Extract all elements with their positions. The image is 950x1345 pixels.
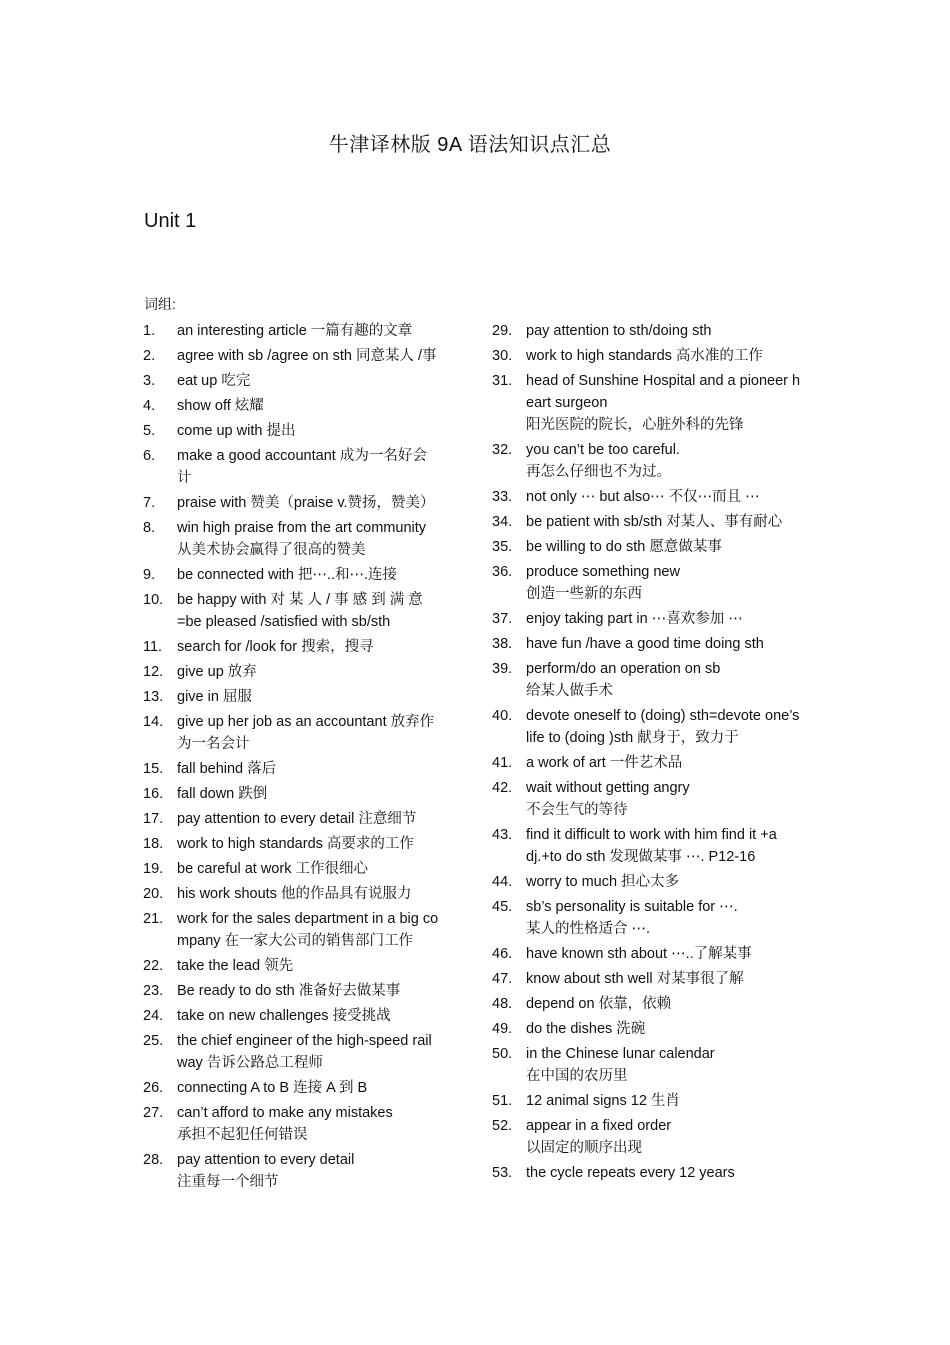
phrase-text: be connected with 把⋯..和⋯.连接 [177, 567, 397, 583]
phrase-item [492, 943, 837, 965]
phrase-text: fall down 跌倒 [177, 786, 268, 802]
phrase-text: 以固定的顺序出现 [526, 1140, 642, 1156]
phrase-item [143, 636, 473, 658]
phrase-item [143, 908, 473, 952]
phrase-text: 在中国的农历里 [526, 1068, 628, 1084]
phrase-number: 46. [492, 946, 513, 962]
phrase-number: 48. [492, 996, 513, 1012]
phrase-number: 35. [492, 539, 513, 555]
phrase-number: 29. [492, 323, 513, 339]
left-column [143, 320, 473, 1196]
unit-heading: Unit 1 [144, 210, 197, 232]
section-label: 词组: [144, 296, 176, 312]
phrase-text: pay attention to sth/doing sth [526, 323, 712, 339]
phrase-number: 43. [492, 827, 513, 843]
phrase-text: do the dishes 洗碗 [526, 1021, 646, 1037]
phrase-text: 再怎么仔细也不为过。 [526, 464, 671, 480]
phrase-text: his work shouts 他的作品具有说服力 [177, 886, 412, 902]
phrase-text: worry to much 担心太多 [526, 874, 680, 890]
phrase-number: 2. [143, 348, 156, 364]
phrase-number: 3. [143, 373, 156, 389]
phrase-text: =be pleased /satisfied with sb/sth [177, 614, 391, 630]
phrase-item [143, 980, 473, 1002]
phrase-text: come up with 提出 [177, 423, 296, 439]
phrase-text: give up her job as an accountant 放弃作 [177, 714, 435, 730]
phrase-item [492, 752, 837, 774]
phrase-number: 22. [143, 958, 164, 974]
phrase-text: head of Sunshine Hospital and a pioneer h [526, 373, 801, 389]
phrase-number: 32. [492, 442, 513, 458]
phrase-text: 不会生气的等待 [526, 802, 628, 818]
phrase-item [143, 345, 473, 367]
phrase-item [492, 486, 837, 508]
phrase-item [492, 1115, 837, 1159]
phrase-number: 34. [492, 514, 513, 530]
phrase-item [492, 1090, 837, 1112]
phrase-item [492, 896, 837, 940]
phrase-text: eart surgeon [526, 395, 608, 411]
phrase-item [492, 536, 837, 558]
phrase-item [143, 661, 473, 683]
phrase-text: way 告诉公路总工程师 [177, 1055, 323, 1071]
phrase-text: show off 炫耀 [177, 398, 264, 414]
phrase-item [143, 420, 473, 442]
phrase-item [143, 564, 473, 586]
phrase-item [492, 511, 837, 533]
phrase-item [492, 608, 837, 630]
phrase-number: 38. [492, 636, 513, 652]
phrase-number: 37. [492, 611, 513, 627]
phrase-text: take the lead 领先 [177, 958, 294, 974]
phrase-number: 44. [492, 874, 513, 890]
phrase-number: 52. [492, 1118, 513, 1134]
phrase-number: 11. [143, 639, 163, 655]
phrase-number: 14. [143, 714, 164, 730]
phrase-number: 24. [143, 1008, 164, 1024]
phrase-item [143, 445, 473, 489]
phrase-item [492, 345, 837, 367]
phrase-text: the cycle repeats every 12 years [526, 1165, 735, 1181]
phrase-item [143, 858, 473, 880]
phrase-text: eat up 吃完 [177, 373, 251, 389]
phrase-text: 注重每一个细节 [177, 1174, 279, 1190]
phrase-number: 7. [143, 495, 156, 511]
phrase-text: find it difficult to work with him find it +a [526, 827, 777, 843]
phrase-item [492, 561, 837, 605]
phrase-item [492, 871, 837, 893]
phrase-number: 53. [492, 1165, 513, 1181]
phrase-item [492, 1043, 837, 1087]
phrase-text: work to high standards 高水准的工作 [526, 348, 763, 364]
phrase-text: give up 放弃 [177, 664, 257, 680]
phrase-text: pay attention to every detail 注意细节 [177, 811, 417, 827]
phrase-number: 15. [143, 761, 164, 777]
phrase-text: 12 animal signs 12 生肖 [526, 1093, 680, 1109]
phrase-text: praise with 赞美（praise v.赞扬，赞美） [177, 495, 435, 511]
phrase-text: devote oneself to (doing) sth=devote one’s [526, 708, 800, 724]
phrase-number: 13. [143, 689, 164, 705]
phrase-number: 47. [492, 971, 513, 987]
phrase-number: 39. [492, 661, 513, 677]
phrase-text: work to high standards 高要求的工作 [177, 836, 414, 852]
phrase-text: be careful at work 工作很细心 [177, 861, 368, 877]
phrase-number: 42. [492, 780, 513, 796]
phrase-number: 6. [143, 448, 156, 464]
phrase-text: pay attention to every detail [177, 1152, 355, 1168]
phrase-text: can’t afford to make any mistakes [177, 1105, 393, 1121]
phrase-item [143, 1102, 473, 1146]
phrase-text: depend on 依靠，依赖 [526, 996, 672, 1012]
phrase-text: produce something new [526, 564, 680, 580]
phrase-number: 21. [143, 911, 164, 927]
phrase-item [143, 833, 473, 855]
phrase-number: 41. [492, 755, 513, 771]
phrase-item [492, 968, 837, 990]
phrase-text: 创造一些新的东西 [526, 586, 642, 602]
phrase-text: be happy with 对 某 人 / 事 感 到 满 意 [177, 592, 423, 608]
phrase-item [143, 883, 473, 905]
phrase-text: Be ready to do sth 准备好去做某事 [177, 983, 401, 999]
phrase-number: 36. [492, 564, 513, 580]
phrase-text: be patient with sb/sth 对某人、事有耐心 [526, 514, 783, 530]
phrase-number: 28. [143, 1152, 164, 1168]
phrase-item [492, 370, 837, 436]
phrase-text: in the Chinese lunar calendar [526, 1046, 715, 1062]
phrase-number: 25. [143, 1033, 164, 1049]
phrase-number: 1. [143, 323, 156, 339]
phrase-text: wait without getting angry [526, 780, 690, 796]
phrase-text: work for the sales department in a big co [177, 911, 439, 927]
phrase-text: life to (doing )sth 献身于，致力于 [526, 730, 739, 746]
phrase-text: 计 [177, 470, 192, 486]
phrase-item [492, 320, 837, 342]
phrase-item [492, 633, 837, 655]
phrase-number: 31. [492, 373, 513, 389]
phrase-text: sb’s personality is suitable for ⋯. [526, 899, 738, 915]
phrase-item [492, 777, 837, 821]
phrase-item [492, 993, 837, 1015]
phrase-item [143, 589, 473, 633]
phrase-number: 45. [492, 899, 513, 915]
phrase-item [143, 758, 473, 780]
phrase-item [492, 439, 837, 483]
phrase-text: know about sth well 对某事很了解 [526, 971, 744, 987]
phrase-number: 9. [143, 567, 156, 583]
phrase-number: 50. [492, 1046, 513, 1062]
phrase-item [143, 395, 473, 417]
phrase-item [492, 1162, 837, 1184]
phrase-text: give in 屈服 [177, 689, 252, 705]
phrase-item [492, 824, 837, 868]
phrase-number: 27. [143, 1105, 164, 1121]
phrase-text: a work of art 一件艺术品 [526, 755, 683, 771]
phrase-text: the chief engineer of the high-speed rail [177, 1033, 432, 1049]
phrase-text: appear in a fixed order [526, 1118, 672, 1134]
phrase-item [492, 658, 837, 702]
phrase-text: agree with sb /agree on sth 同意某人 /事 [177, 348, 437, 364]
phrase-text: perform/do an operation on sb [526, 661, 721, 677]
phrase-text: 承担不起犯任何错误 [177, 1127, 308, 1143]
phrase-item [492, 1018, 837, 1040]
phrase-text: 为一名会计 [177, 736, 250, 752]
phrase-text: 给某人做手术 [526, 683, 613, 699]
phrase-number: 5. [143, 423, 156, 439]
phrase-item [143, 492, 473, 514]
phrase-item [143, 370, 473, 392]
phrase-text: fall behind 落后 [177, 761, 277, 777]
phrase-number: 40. [492, 708, 513, 724]
phrase-item [143, 808, 473, 830]
phrase-text: dj.+to do sth 发现做某事 ⋯. P12-16 [526, 849, 756, 865]
phrase-item [143, 686, 473, 708]
phrase-number: 19. [143, 861, 164, 877]
phrase-text: have known sth about ⋯..了解某事 [526, 946, 752, 962]
phrase-text: be willing to do sth 愿意做某事 [526, 539, 722, 555]
phrase-number: 16. [143, 786, 164, 802]
phrase-item [143, 320, 473, 342]
phrase-item [143, 955, 473, 977]
phrase-text: 某人的性格适合 ⋯. [526, 921, 651, 937]
phrase-item [143, 1077, 473, 1099]
phrase-item [143, 517, 473, 561]
phrase-text: win high praise from the art community [177, 520, 427, 536]
phrase-number: 8. [143, 520, 156, 536]
phrase-number: 20. [143, 886, 164, 902]
phrase-item [143, 711, 473, 755]
phrase-number: 33. [492, 489, 513, 505]
phrase-number: 4. [143, 398, 156, 414]
phrase-text: make a good accountant 成为一名好会 [177, 448, 427, 464]
phrase-text: 阳光医院的院长，心脏外科的先锋 [526, 417, 744, 433]
phrase-text: you can’t be too careful. [526, 442, 680, 458]
phrase-text: 从美术协会赢得了很高的赞美 [177, 542, 366, 558]
phrase-text: have fun /have a good time doing sth [526, 636, 764, 652]
phrase-number: 12. [143, 664, 164, 680]
phrase-number: 49. [492, 1021, 513, 1037]
phrase-text: search for /look for 搜索，搜寻 [177, 639, 374, 655]
phrase-text: not only ⋯ but also⋯ 不仅⋯而且 ⋯ [526, 489, 760, 505]
phrase-number: 18. [143, 836, 164, 852]
phrase-item [143, 1005, 473, 1027]
phrase-item [143, 1030, 473, 1074]
phrase-number: 17. [143, 811, 164, 827]
phrase-text: take on new challenges 接受挑战 [177, 1008, 391, 1024]
phrase-number: 23. [143, 983, 164, 999]
phrase-number: 51. [492, 1093, 513, 1109]
phrase-number: 10. [143, 592, 164, 608]
phrase-text: mpany 在一家大公司的销售部门工作 [177, 933, 414, 949]
phrase-text: an interesting article 一篇有趣的文章 [177, 323, 413, 339]
document-title: 牛津译林版 9A 语法知识点汇总 [328, 134, 612, 156]
phrase-item [492, 705, 837, 749]
phrase-item [143, 1149, 473, 1193]
phrase-number: 26. [143, 1080, 164, 1096]
phrase-item [143, 783, 473, 805]
right-column [492, 320, 837, 1187]
phrase-number: 30. [492, 348, 513, 364]
phrase-text: connecting A to B 连接 A 到 B [177, 1080, 368, 1096]
phrase-text: enjoy taking part in ⋯喜欢参加 ⋯ [526, 611, 743, 627]
